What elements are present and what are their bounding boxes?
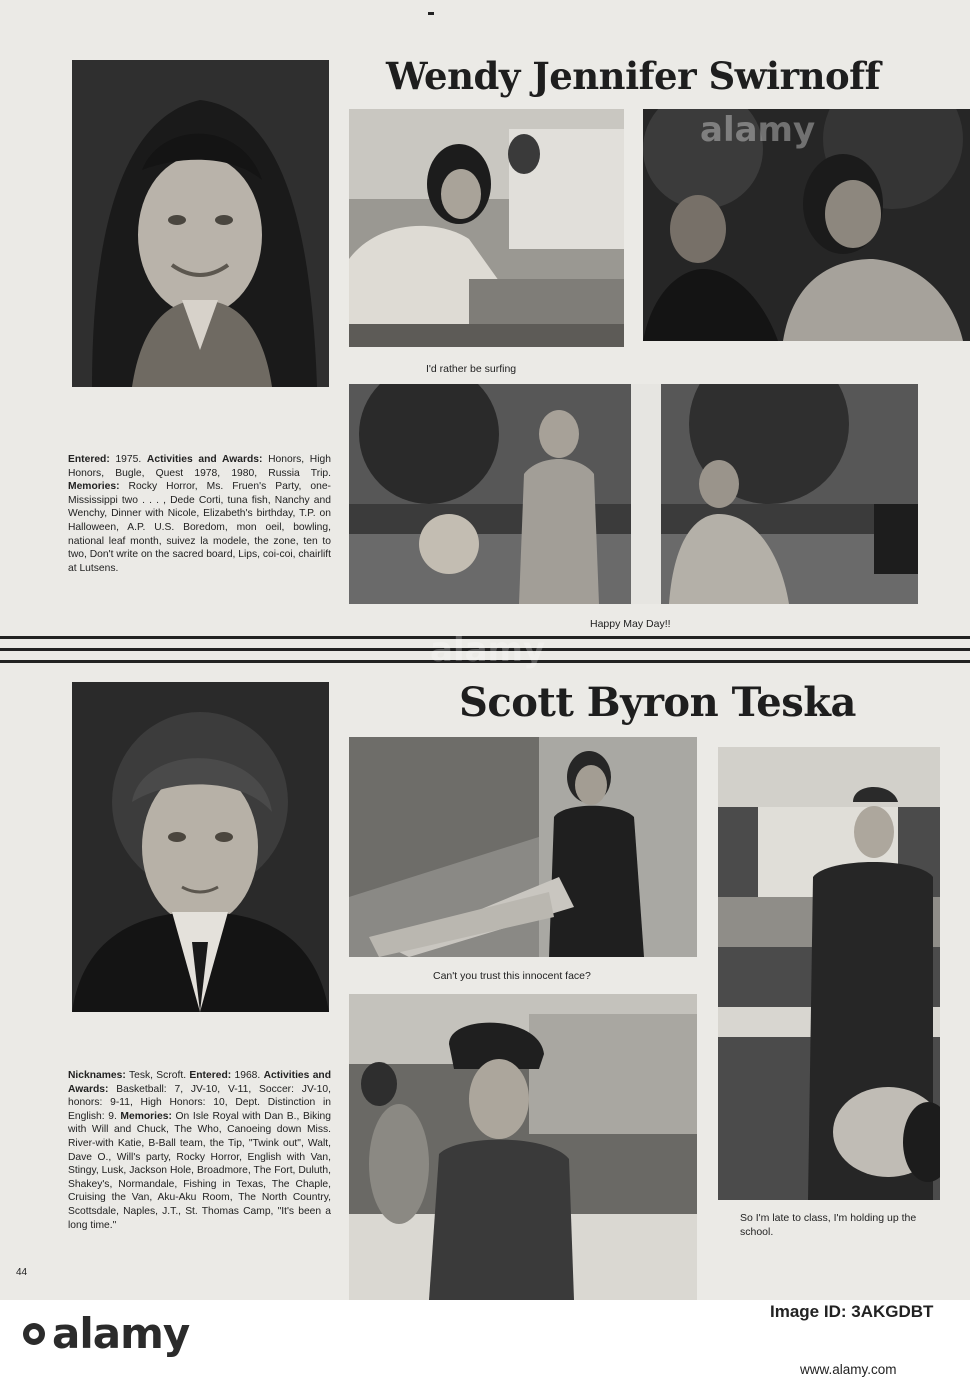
bio-label: Nicknames:: [68, 1070, 126, 1081]
bio-value: On Isle Royal with Dan B., Biking with Will and Chuck, The Who, Canoeing down Miss. River-with Katie, B-Ball team, the Tip, "Twink out", Walt, Dave O., Will's party, Rocky Horror, English with Van, Stingy, Lusk, Jackson Hole, Broadmore, The Fort, Duluth, Shakey's, Normandale, Fishing in Texas, The Chaple, Cruising the Van, Aku-Aku Room, The North Country, Scottsdale, Naples, J.T., St. Thomas Camp, "It's been a long time.": [68, 1110, 331, 1231]
candid-photo-classroom: [349, 109, 624, 347]
bio-label: Activities and Awards:: [146, 454, 263, 465]
watermark: alamy: [700, 110, 816, 150]
portrait-photo-wendy: [72, 60, 329, 387]
student-name: Wendy Jennifer Swirnoff: [386, 54, 880, 98]
bio-label: Activities and Awards:: [68, 1070, 332, 1095]
brand-logo: alamy: [52, 1309, 190, 1358]
bio-value: Honors, High Honors, Bugle, Quest 1978, 1980, Russia Trip.: [68, 454, 331, 479]
photo-caption: So I'm late to class, I'm holding up the school.: [740, 1212, 917, 1238]
candid-photo-art-room: [349, 994, 697, 1300]
bio-label: Memories:: [68, 481, 120, 493]
image-site: www.alamy.com: [800, 1362, 897, 1377]
alamy-logo-icon: [22, 1322, 46, 1346]
bio-value: 1968.: [231, 1070, 264, 1081]
portrait-photo-scott: [72, 682, 329, 1012]
candid-photo-cap-jacket: [718, 747, 940, 1200]
student-bio: [68, 1069, 331, 1232]
bio-value: 1975.: [109, 454, 147, 465]
page-number: 44: [16, 1267, 28, 1278]
photo-caption: Can't you trust this innocent face?: [433, 970, 591, 982]
image-id: Image ID: 3AKGDBT: [770, 1302, 934, 1321]
student-name: Scott Byron Teska: [459, 679, 856, 726]
bio-value: Rocky Horror, Ms. Fruen's Party, one-Mississippi two . . . , Dede Corti, tuna fish, Nanchy and Wenchy, Dinner with Nicole, Elizabeth's birthday, T.P. on Halloween, A.P. U.S. Boredom, mon oeil, bowling, national leaf month, suivez la modele, the zone, ten to two, Don't write on the sacred board, Lips, coi-coi, chairlift at Lutsens.: [68, 481, 331, 574]
candid-photo-may-day: [349, 384, 918, 604]
photo-caption: I'd rather be surfing: [426, 363, 517, 375]
photo-caption: Happy May Day!!: [590, 618, 671, 630]
candid-photo-hallway: [349, 737, 697, 957]
bio-value: Tesk, Scroft.: [125, 1070, 190, 1081]
bio-label: Memories:: [120, 1110, 172, 1122]
print-mark: [428, 12, 434, 15]
bio-label: Entered:: [68, 454, 110, 465]
bio-label: Entered:: [189, 1070, 232, 1081]
watermark: alamy: [430, 630, 546, 670]
bio-value: Basketball: 7, JV-10, V-11, Soccer: JV-10, honors: 9-11, High Honors: 10, Dept. Distinction in English: 9.: [68, 1083, 331, 1122]
student-bio: [68, 453, 331, 575]
